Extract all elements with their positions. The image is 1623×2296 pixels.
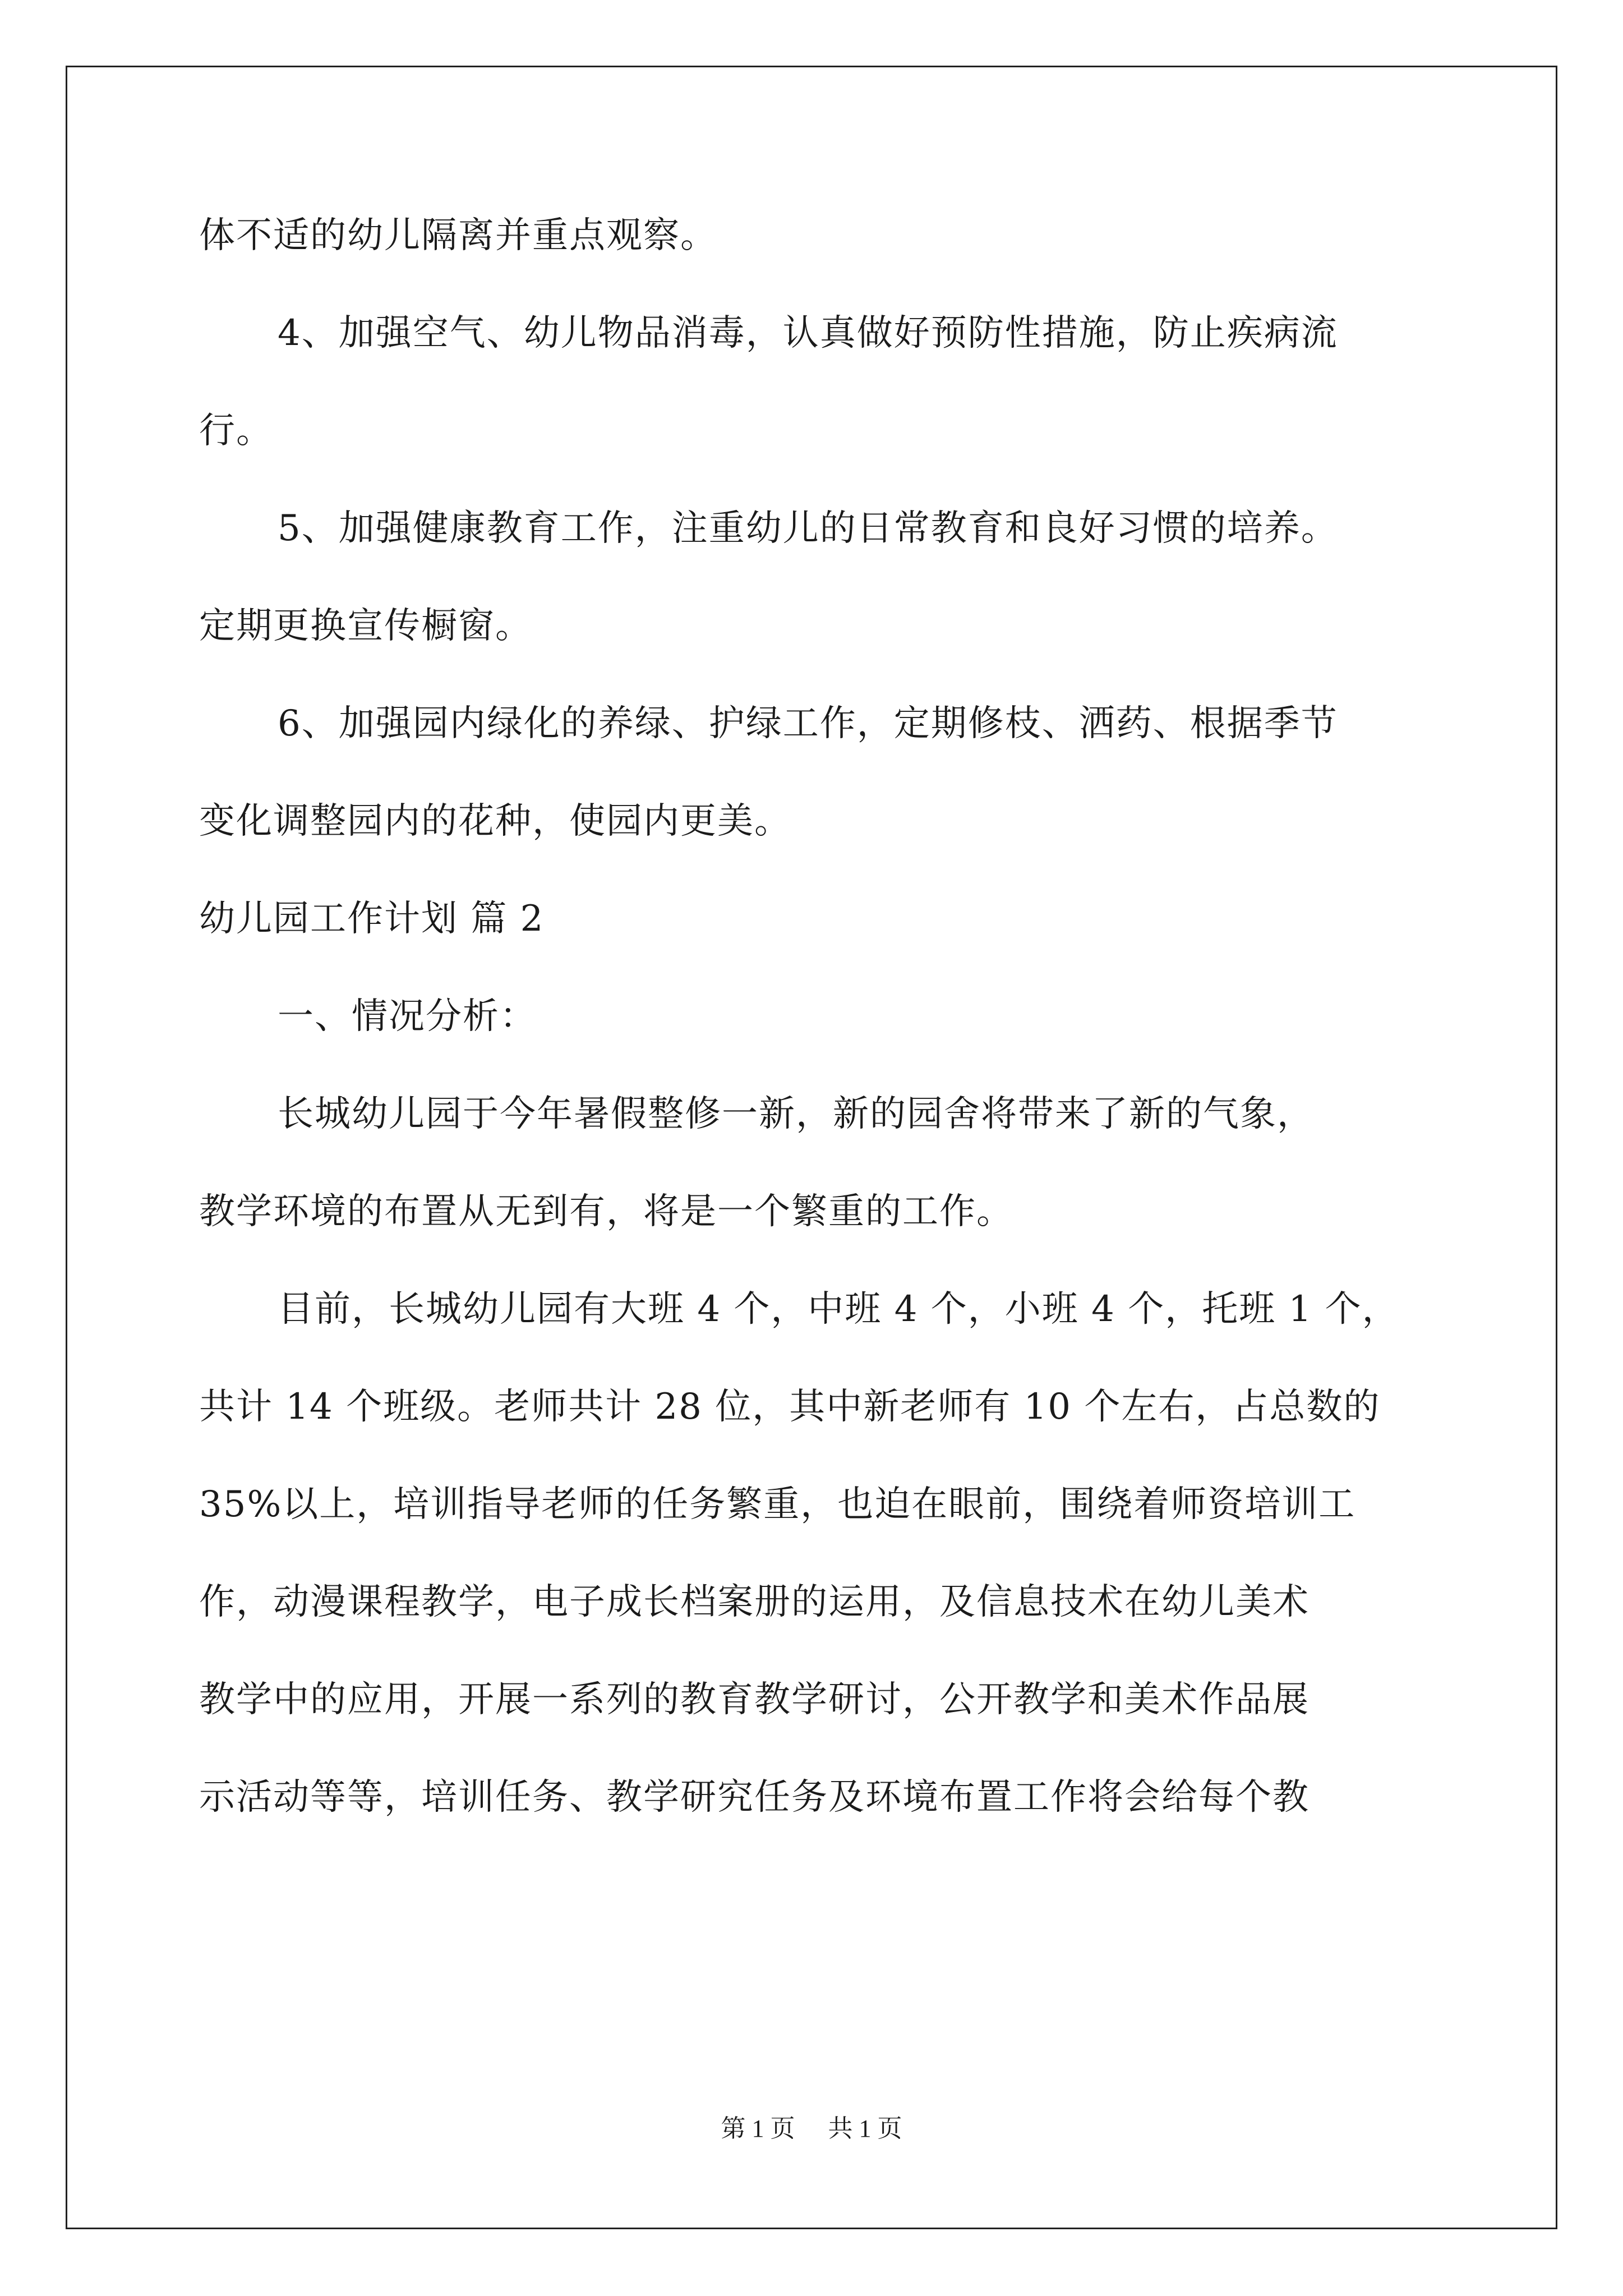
text-line: 共计 14 个班级。老师共计 28 位，其中新老师有 10 个左右，占总数的 <box>199 1386 1381 1428</box>
document-body <box>199 202 1427 1861</box>
text-line: 体不适的幼儿隔离并重点观察。 <box>199 215 717 256</box>
text-line: 幼儿园工作计划 篇 2 <box>199 898 545 940</box>
page-footer <box>0 2112 1623 2146</box>
text-line: 作，动漫课程教学，电子成长档案册的运用，及信息技术在幼儿美术 <box>199 1581 1310 1623</box>
page-total: 共 1 页 <box>828 2115 902 2142</box>
page-number: 第 1 页 <box>721 2115 795 2142</box>
text-line: 35%以上，培训指导老师的任务繁重，也迫在眼前，围绕着师资培训工 <box>199 1484 1356 1525</box>
text-line: 行。 <box>199 410 273 452</box>
text-line: 5、加强健康教育工作，注重幼儿的日常教育和良好习惯的培养。 <box>278 508 1338 549</box>
text-line: 示活动等等，培训任务、教学研究任务及环境布置工作将会给每个教 <box>199 1777 1310 1818</box>
text-line: 4、加强空气、幼儿物品消毒，认真做好预防性措施，防止疾病流 <box>278 312 1338 354</box>
text-line: 6、加强园内绿化的养绿、护绿工作，定期修枝、洒药、根据季节 <box>278 703 1338 744</box>
text-line: 目前，长城幼儿园有大班 4 个，中班 4 个，小班 4 个，托班 1 个， <box>278 1289 1399 1330</box>
text-line: 长城幼儿园于今年暑假整修一新，新的园舍将带来了新的气象， <box>278 1093 1314 1135</box>
text-line: 教学中的应用，开展一系列的教育教学研讨，公开教学和美术作品展 <box>199 1679 1310 1720</box>
text-line: 一、情况分析： <box>278 996 537 1037</box>
text-line: 教学环境的布置从无到有，将是一个繁重的工作。 <box>199 1191 1013 1232</box>
text-line: 变化调整园内的花种，使园内更美。 <box>199 800 791 842</box>
text-line: 定期更换宣传橱窗。 <box>199 605 532 647</box>
